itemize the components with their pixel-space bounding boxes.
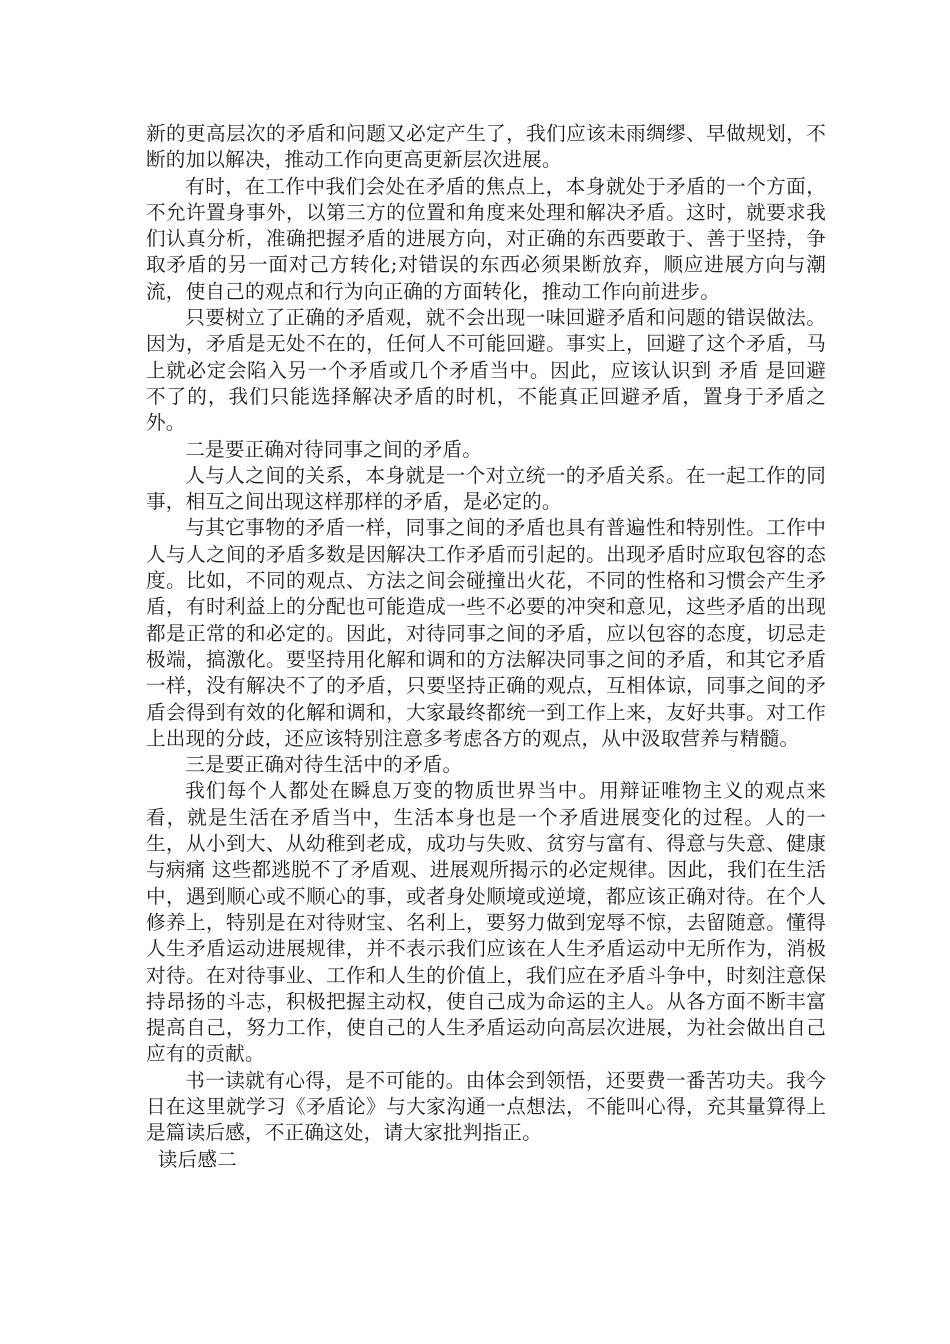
paragraph-conclusion: 书一读就有心得，是不可能的。由体会到领悟，还要费一番苦功夫。我今日在这里就学习《矛盾论》与大家沟通一点想法，不能叫心得，充其量算得上是篇读后感，不正确这处，请大家批判指正。: [146, 1068, 826, 1145]
section-title-second-review: 读后感二: [157, 1147, 237, 1171]
paragraph-life-contradictions: 我们每个人都处在瞬息万变的物质世界当中。用辩证唯物主义的观点来看，就是生活在矛盾当中，生活本身也是一个矛盾进展变化的过程。人的一生，从小到大、从幼稚到老成，成功与失败、贫穷与富有、得意与失意、健康与病痛 这些都逃脱不了矛盾观、进展观所揭示的必定规律。因此，我们在生活中，遇到顺心或不顺心的事，或者身处顺境或逆境，都应该正确对待。在个人修养上，特别是在对待财宝、名利上，要努力做到宠辱不惊，去留随意。懂得人生矛盾运动进展规律，并不表示我们应该在人生矛盾运动中无所作为，消极对待。在对待事业、工作和人生的价值上，我们应在矛盾斗争中，时刻注意保持昂扬的斗志，积极把握主动权，使自己成为命运的主人。从各方面不断丰富提高自己，努力工作，使自己的人生矛盾运动向高层次进展，为社会做出自己应有的贡献。: [146, 779, 826, 1066]
section-heading-life: 三是要正确对待生活中的矛盾。: [185, 753, 463, 777]
paragraph-focus-of-contradiction: 有时，在工作中我们会处在矛盾的焦点上，本身就处于矛盾的一个方面，不允许置身事外，以第三方的位置和角度来处理和解决矛盾。这时，就要求我们认真分析，准确把握矛盾的进展方向，对正确的东西要敢于、善于坚持，争取矛盾的另一面对己方转化;对错误的东西必须果断放弃，顺应进展方向与潮流，使自己的观点和行为向正确的方面转化，推动工作向前进步。: [146, 174, 826, 303]
paragraph-correct-view: 只要树立了正确的矛盾观，就不会出现一味回避矛盾和问题的错误做法。因为，矛盾是无处不在的，任何人不可能回避。事实上，回避了这个矛盾，马上就必定会陷入另一个矛盾或几个矛盾当中。因此，应该认识到 矛盾 是回避不了的，我们只能选择解决矛盾的时机，不能真正回避矛盾，置身于矛盾之外。: [146, 306, 826, 435]
section-heading-colleagues: 二是要正确对待同事之间的矛盾。: [185, 437, 483, 461]
paragraph-relationships: 人与人之间的关系，本身就是一个对立统一的矛盾关系。在一起工作的同事，相互之间出现这样那样的矛盾，是必定的。: [146, 463, 826, 514]
document-body: [146, 121, 826, 1173]
paragraph-continuation: 新的更高层次的矛盾和问题又必定产生了，我们应该未雨绸缪、早做规划，不断的加以解决，推动工作向更高更新层次进展。: [146, 122, 826, 172]
paragraph-colleague-contradictions: 与其它事物的矛盾一样，同事之间的矛盾也具有普遍性和特别性。工作中人与人之间的矛盾多数是因解决工作矛盾而引起的。出现矛盾时应取包容的态度。比如，不同的观点、方法之间会碰撞出火花，不同的性格和习惯会产生矛盾，有时利益上的分配也可能造成一些不必要的冲突和意见，这些矛盾的出现都是正常的和必定的。因此，对待同事之间的矛盾，应以包容的态度，切忌走极端，搞激化。要坚持用化解和调和的方法解决同事之间的矛盾，和其它矛盾一样，没有解决不了的矛盾，只要坚持正确的观点，互相体谅，同事之间的矛盾会得到有效的化解和调和，大家最终都统一到工作上来，友好共事。对工作上出现的分歧，还应该特别注意多考虑各方的观点，从中汲取营养与精髓。: [146, 516, 826, 750]
